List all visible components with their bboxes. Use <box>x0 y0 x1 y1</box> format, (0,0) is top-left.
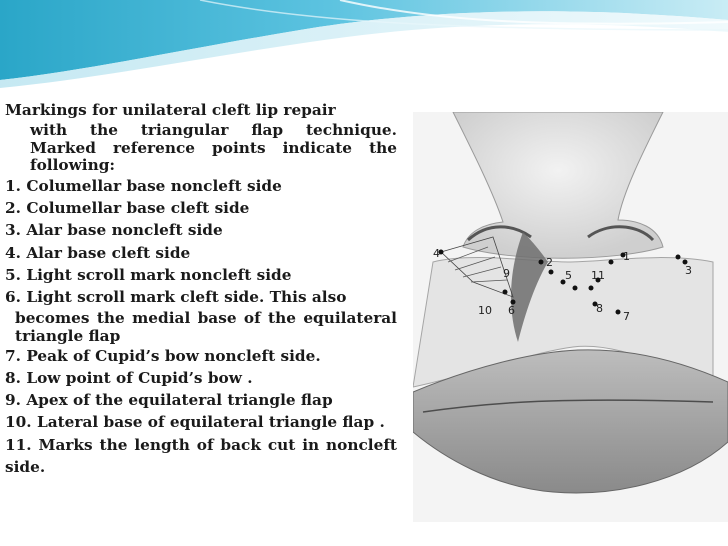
list-item: 10. Lateral base of equilateral triangle flap . <box>5 413 385 432</box>
point-label-2: 2 <box>546 256 553 269</box>
point-label-10: 10 <box>478 304 492 317</box>
list-item: 7. Peak of Cupid’s bow noncleft side. <box>5 346 321 365</box>
intro-paragraph <box>5 99 397 175</box>
point-label-6: 6 <box>508 304 515 317</box>
list-item: 4. Alar base cleft side <box>5 243 191 262</box>
header-banner <box>0 0 728 90</box>
point-label-4: 4 <box>433 247 440 260</box>
list-item: 8. Low point of Cupid’s bow . <box>5 368 253 387</box>
list-item: 9. Apex of the equilateral triangle flap <box>5 391 333 410</box>
point-label-11: 11 <box>591 269 605 282</box>
cleft-lip-illustration <box>413 112 728 522</box>
list-item: 3. Alar base noncleft side <box>5 221 223 240</box>
point-label-3: 3 <box>685 264 692 277</box>
intro-first-line: Markings for unilateral cleft lip repair <box>5 101 336 119</box>
point-label-9: 9 <box>503 267 510 280</box>
description-text <box>5 99 397 478</box>
point-label-1: 1 <box>623 250 630 263</box>
intro-continuation: with the triangular flap technique. Marked reference points indicate the following: <box>30 121 397 175</box>
list-item: 1. Columellar base noncleft side <box>5 176 282 195</box>
list-item: 2. Columellar base cleft side <box>5 199 250 218</box>
list-item-continuation: becomes the medial base of the equilateral triangle flap <box>15 308 397 345</box>
point-label-8: 8 <box>596 302 603 315</box>
point-label-5: 5 <box>565 269 572 282</box>
point-label-7: 7 <box>623 310 630 323</box>
list-item: 6. Light scroll mark cleft side. This also <box>5 288 347 307</box>
list-item: 11. Marks the length of back cut in noncleft side. <box>5 435 397 477</box>
list-item: 5. Light scroll mark noncleft side <box>5 265 292 284</box>
